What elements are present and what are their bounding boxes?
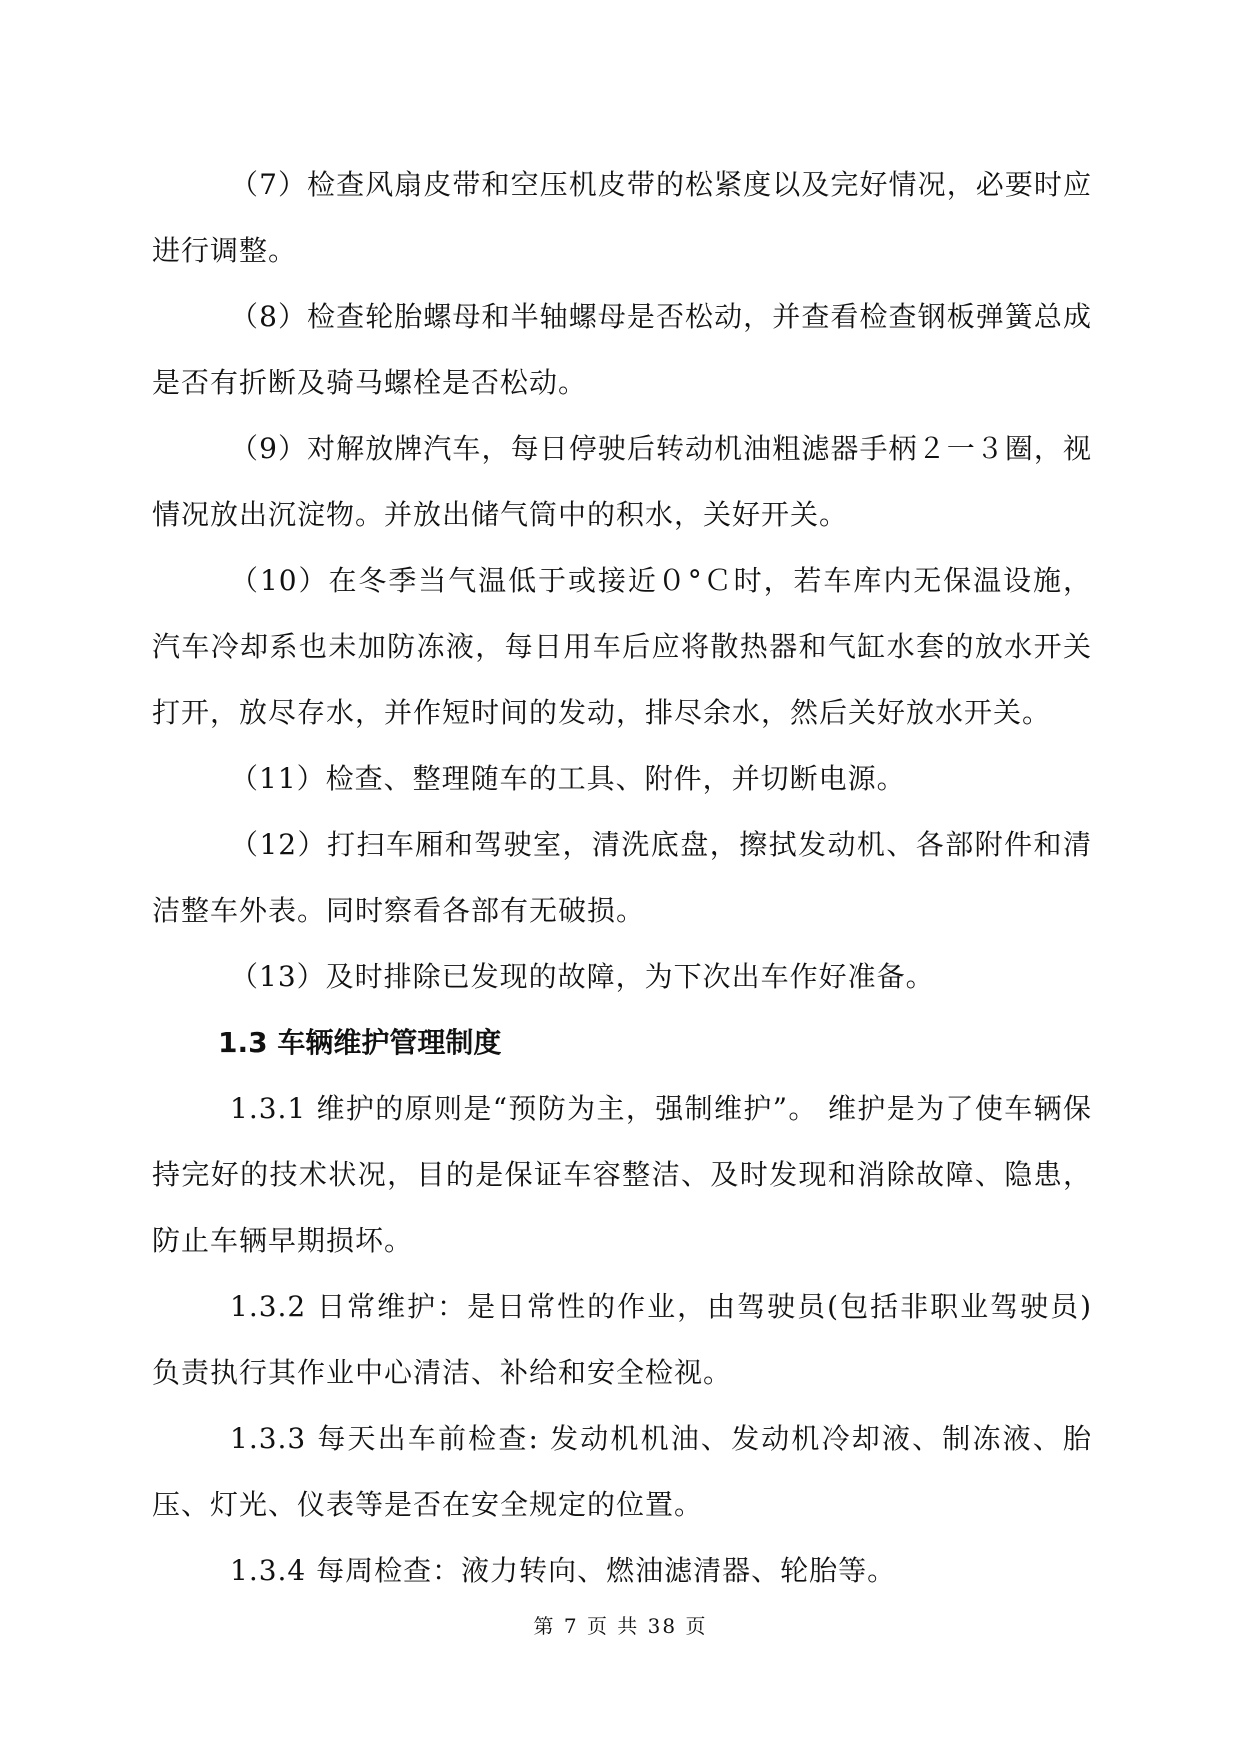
paragraph-item-9: （9）对解放牌汽车，每日停驶后转动机油粗滤器手柄２一３圈，视情况放出沉淀物。并放出储气筒中的积水，关好开关。 <box>152 432 1092 531</box>
paragraph-1-3-1: 1.3.1 维护的原则是“预防为主，强制维护”。 维护是为了使车辆保持完好的技术状况，目的是保证车容整洁、及时发现和消除故障、隐患，防止车辆早期损坏。 <box>152 1092 1092 1257</box>
paragraph-1-3-4: 1.3.4 每周检查：液力转向、燃油滤清器、轮胎等。 <box>230 1554 897 1587</box>
paragraph-item-13: （13）及时排除已发现的故障，为下次出车作好准备。 <box>230 960 935 993</box>
paragraph-item-10: （10）在冬季当气温低于或接近０°Ｃ时，若车库内无保温设施，汽车冷却系也未加防冻液，每日用车后应将散热器和气缸水套的放水开关打开，放尽存水，并作短时间的发动，排尽余水，然后关好放水开关。 <box>152 564 1092 729</box>
paragraph-item-7: （7）检查风扇皮带和空压机皮带的松紧度以及完好情况，必要时应进行调整。 <box>152 168 1092 267</box>
paragraph-item-11: （11）检查、整理随车的工具、附件，并切断电源。 <box>230 762 906 795</box>
paragraph-item-8: （8）检查轮胎螺母和半轴螺母是否松动，并查看检查钢板弹簧总成是否有折断及骑马螺栓是否松动。 <box>152 300 1092 399</box>
paragraph-1-3-2: 1.3.2 日常维护：是日常性的作业，由驾驶员(包括非职业驾驶员)负责执行其作业中心清洁、补给和安全检视。 <box>152 1290 1092 1389</box>
section-heading: 1.3 车辆维护管理制度 <box>218 1026 502 1059</box>
page-footer: 第 7 页 共 38 页 <box>533 1614 708 1638</box>
document-body <box>152 152 1092 1604</box>
paragraph-1-3-3: 1.3.3 每天出车前检查: 发动机机油、发动机冷却液、制冻液、胎压、灯光、仪表等是否在安全规定的位置。 <box>152 1422 1092 1521</box>
paragraph-item-12: （12）打扫车厢和驾驶室，清洗底盘，擦拭发动机、各部附件和清洁整车外表。同时察看各部有无破损。 <box>152 828 1092 927</box>
